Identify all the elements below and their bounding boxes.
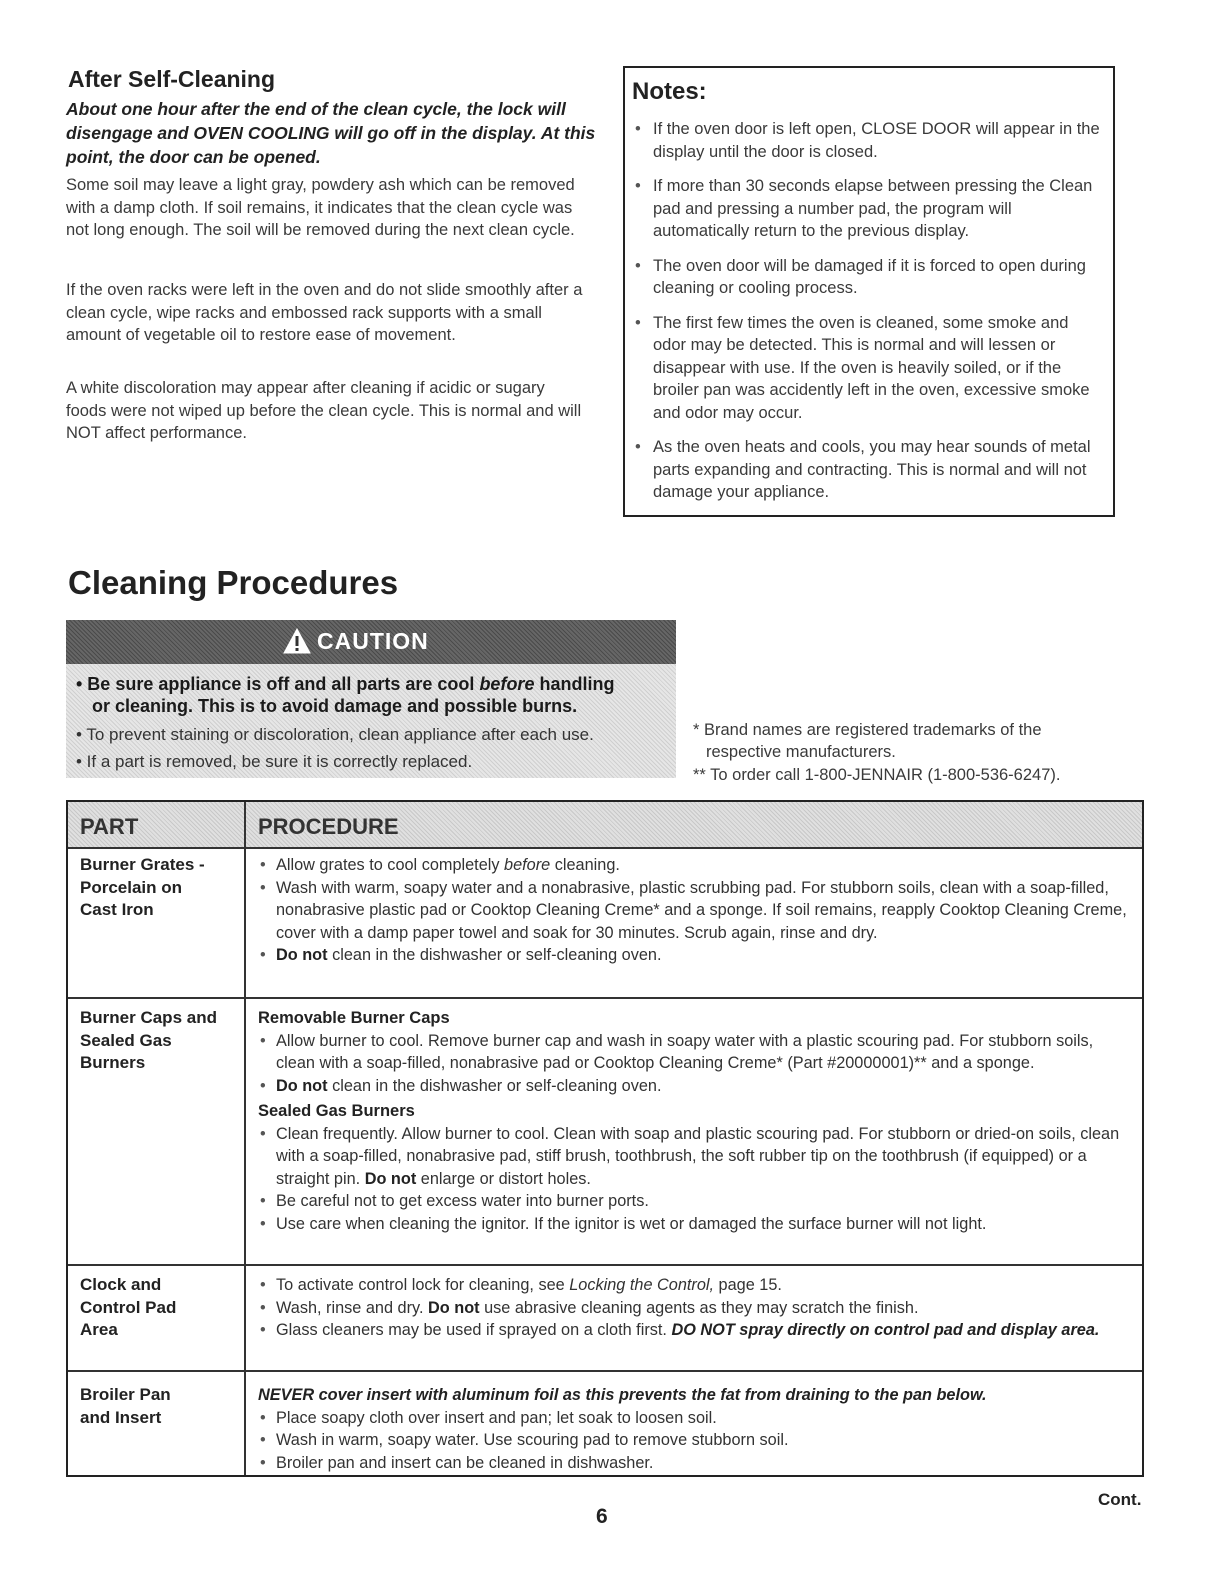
continued-label: Cont. bbox=[1098, 1490, 1142, 1509]
order-note: ** To order call 1-800-JENNAIR (1-800-536-6247). bbox=[693, 766, 1061, 784]
brand-names-note-cont: respective manufacturers. bbox=[706, 743, 896, 761]
row-divider bbox=[68, 997, 1142, 999]
row-divider bbox=[68, 1264, 1142, 1266]
page-number: 6 bbox=[596, 1505, 608, 1528]
after-paragraph-racks: If the oven racks were left in the oven and do not slide smoothly after a clean cycle, wipe racks and embossed rack supports with a small amount of vegetable oil to restore ease of movement. bbox=[66, 281, 583, 344]
note-item: • As the oven heats and cools, you may hear sounds of metal parts expanding and contracting. This is normal and will not damage your appliance. bbox=[631, 436, 1106, 504]
notes-box bbox=[623, 66, 1115, 517]
caution-banner bbox=[66, 620, 676, 664]
after-self-cleaning-heading: After Self-Cleaning bbox=[68, 66, 276, 92]
brand-names-note: * Brand names are registered trademarks of the bbox=[693, 721, 1042, 739]
note-item: • If more than 30 seconds elapse between pressing the Clean pad and pressing a number pad, the program will automatically return to the previous display. bbox=[631, 175, 1106, 243]
warning-triangle-icon bbox=[283, 628, 311, 654]
caution-label: CAUTION bbox=[317, 628, 429, 654]
caution-line-cool: • Be sure appliance is off and all parts are cool before handling bbox=[76, 674, 615, 694]
table-row-part-clock: Clock and Control Pad Area bbox=[80, 1275, 177, 1339]
caution-line-burns: or cleaning. This is to avoid damage and possible burns. bbox=[92, 696, 578, 716]
procedure-table bbox=[66, 800, 1144, 1477]
notes-list bbox=[631, 118, 1106, 516]
note-item: • If the oven door is left open, CLOSE DOOR will appear in the display until the door is closed. bbox=[631, 118, 1106, 163]
after-paragraph-soil: Some soil may leave a light gray, powdery ash which can be removed with a damp cloth. If soil remains, it indicates that the clean cycle was not long enough. The soil will be removed during the next clean cycle. bbox=[66, 176, 575, 239]
table-row-procedure-burner-grates: • Allow grates to cool completely before cleaning. • Wash with warm, soapy water and a nonabrasive, plastic scrubbing pad. For stubborn soils, clean with a soap-filled, nonabrasive plastic pad or Cooktop Cleaning Creme* and a sponge. If soil remains, reapply Cooktop Cleaning Creme, cover with a damp paper towel and soak for 30 minutes. Scrub again, rinse and dry. • Do not clean in the dishwasher or self-cleaning oven. bbox=[258, 854, 1128, 967]
after-paragraph-discoloration: A white discoloration may appear after cleaning if acidic or sugary foods were not wiped up before the clean cycle. This is normal and will NOT affect performance. bbox=[66, 379, 582, 442]
caution-line-replaced: • If a part is removed, be sure it is correctly replaced. bbox=[76, 752, 473, 771]
caution-line-staining: • To prevent staining or discoloration, clean appliance after each use. bbox=[76, 725, 594, 744]
cleaning-procedures-heading: Cleaning Procedures bbox=[68, 564, 399, 601]
note-item: • The first few times the oven is cleaned, some smoke and odor may be detected. This is normal and will lessen or disappear with use. If the oven is heavily soiled, or if the broiler pan was accidently left in the oven, excessive smoke and odor may occur. bbox=[631, 312, 1106, 425]
table-row-part-burner-grates: Burner Grates - Porcelain on Cast Iron bbox=[80, 855, 205, 919]
header-procedure: PROCEDURE bbox=[258, 814, 399, 839]
table-row-part-burner-caps: Burner Caps and Sealed Gas Burners bbox=[80, 1008, 217, 1072]
table-row-procedure-clock: • To activate control lock for cleaning, see Locking the Control, page 15. • Wash, rinse and dry. Do not use abrasive cleaning agents as they may scratch the finish. • Glass cleaners may be used if sprayed on a cloth first. DO NOT spray directly on control pad and display area. bbox=[258, 1274, 1128, 1342]
header-part: PART bbox=[80, 814, 139, 839]
row-divider bbox=[68, 847, 1142, 849]
note-item: • The oven door will be damaged if it is forced to open during cleaning or cooling process. bbox=[631, 255, 1106, 300]
caution-box bbox=[66, 620, 676, 778]
table-row-procedure-broiler: NEVER cover insert with aluminum foil as this prevents the fat from draining to the pan below. • Place soapy cloth over insert and pan; let soak to loosen soil. • Wash in warm, soapy water. Use scouring pad to remove stubborn soil. • Broiler pan and insert can be cleaned in dishwasher. bbox=[258, 1384, 1128, 1474]
table-row-procedure-burner-caps: Removable Burner Caps • Allow burner to cool. Remove burner cap and wash in soapy water with a plastic scouring pad. For stubborn soils, clean with a soap-filled, nonabrasive pad or Cooktop Cleaning Creme* (Part #20000001)** and a sponge. • Do not clean in the dishwasher or self-cleaning oven. Sealed Gas Burners • Clean frequently. Allow burner to cool. Clean with soap and plastic scouring pad. For stubborn or dried-on soils, clean with a soap-filled, nonabrasive pad, stiff brush, toothbrush, the soft rubber tip on the toothbrush (if equipped) or a straight pin. Do not enlarge or distort holes. • Be careful not to get excess water into burner ports. • Use care when cleaning the ignitor. If the ignitor is wet or damaged the surface burner will not light. bbox=[258, 1007, 1128, 1235]
column-divider bbox=[244, 802, 246, 1475]
after-self-cleaning-intro: About one hour after the end of the clean cycle, the lock will disengage and OVEN COOLING will go off in the display. At this point, the door can be opened. bbox=[66, 99, 596, 167]
notes-heading: Notes: bbox=[632, 78, 707, 105]
table-header bbox=[68, 802, 1142, 847]
row-divider bbox=[68, 1370, 1142, 1372]
table-row-part-broiler: Broiler Pan and Insert bbox=[80, 1385, 171, 1427]
